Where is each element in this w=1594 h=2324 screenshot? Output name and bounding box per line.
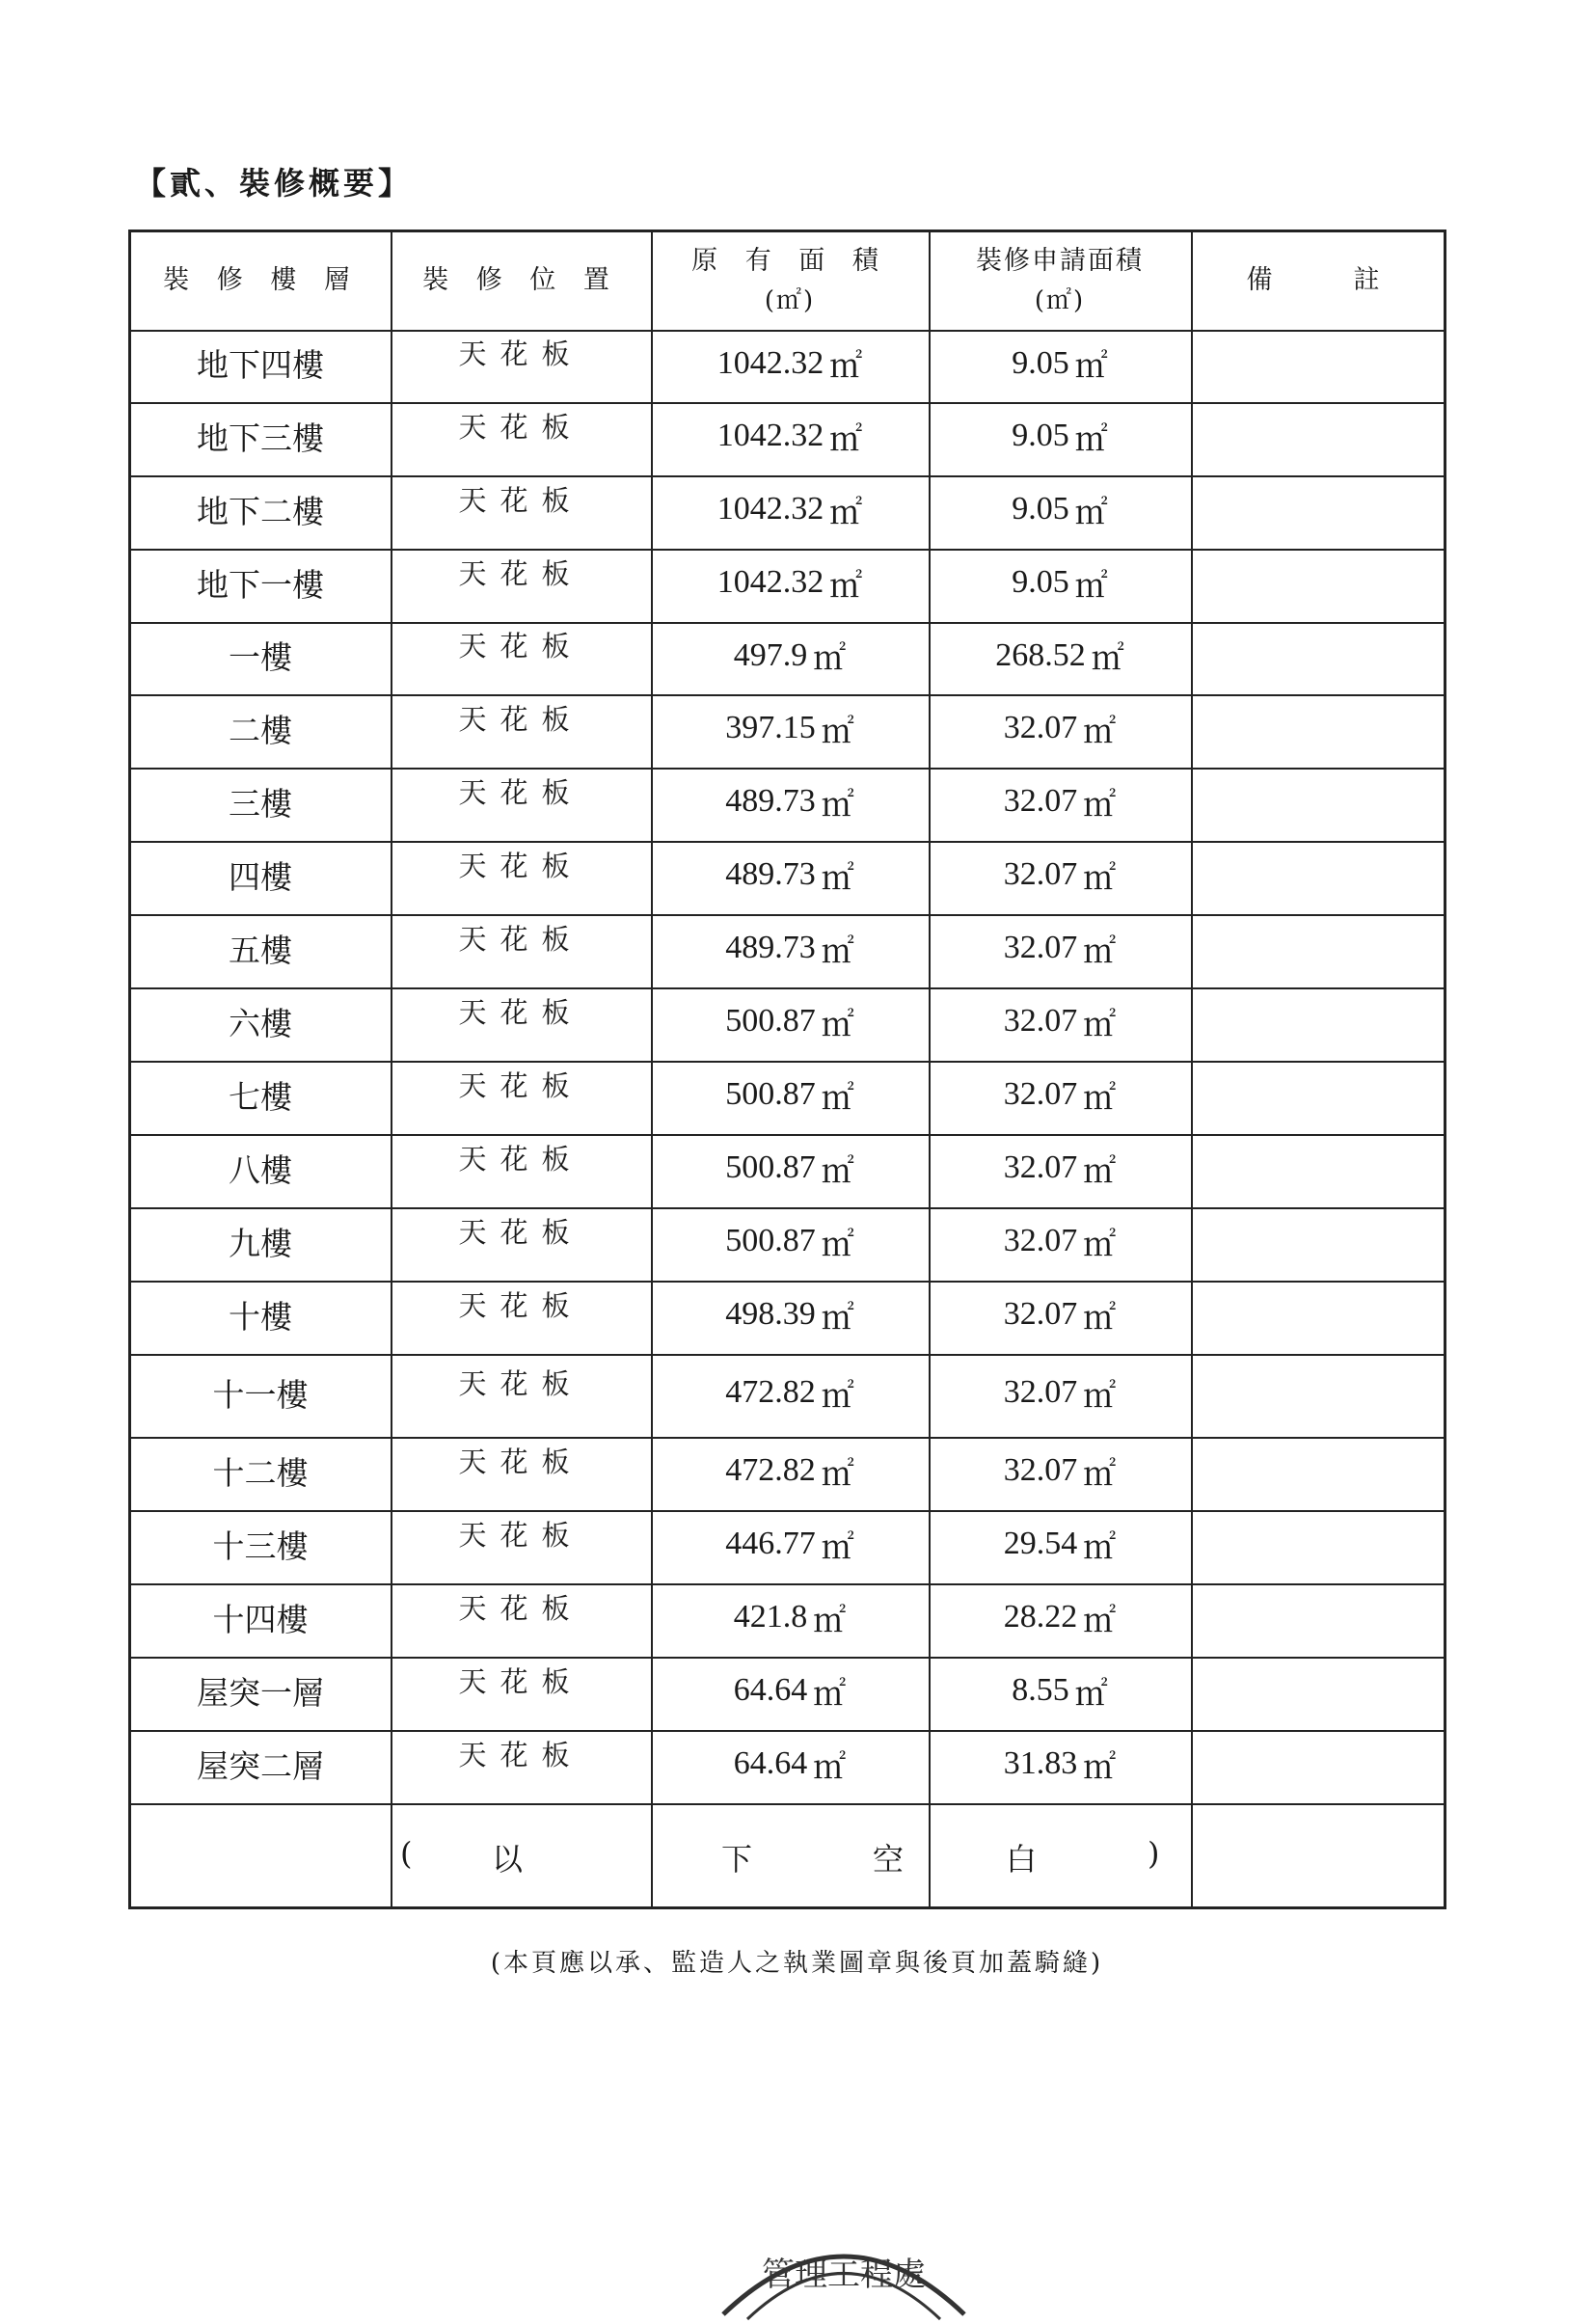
- seal-text: 管理工程處: [762, 2256, 926, 2294]
- location-cell: [391, 1659, 651, 1701]
- applied-area-value: 32.07: [1003, 1223, 1078, 1258]
- floor-cell: [130, 696, 391, 760]
- original-area-cell: [651, 477, 929, 541]
- area-unit: ㎡: [1074, 421, 1108, 458]
- remarks-cell: [1191, 1439, 1445, 1493]
- original-area-value: 498.39: [725, 1296, 816, 1332]
- location-cell: [391, 1136, 651, 1178]
- location-cell: [391, 404, 651, 446]
- floor-name: 八樓: [229, 1150, 292, 1189]
- location-name: 天花板: [458, 922, 583, 956]
- applied-area-value: 32.07: [1003, 856, 1078, 892]
- remarks-cell: [1191, 624, 1445, 677]
- location-name: 天花板: [458, 630, 583, 662]
- footer-note: (本頁應以承、監造人之執業圖章與後頁加蓋騎縫): [490, 1949, 1104, 1978]
- location-name: 天花板: [458, 995, 583, 1029]
- applied-area-cell: [929, 916, 1191, 980]
- remarks-cell: [1191, 404, 1445, 458]
- applied-area-cell: [929, 1512, 1191, 1576]
- remarks-cell: [1191, 477, 1445, 531]
- location-name: 天花板: [458, 775, 583, 809]
- floor-name: 十二樓: [212, 1453, 309, 1492]
- location-cell: [391, 1732, 651, 1774]
- floor-name: 七樓: [229, 1077, 292, 1116]
- original-area-value: 500.87: [725, 1003, 816, 1039]
- location-cell: [391, 770, 651, 812]
- original-area-value: 1042.32: [716, 564, 824, 600]
- original-area-value: 421.8: [733, 1599, 808, 1635]
- floor-cell: [130, 1356, 391, 1429]
- floor-name: 十樓: [229, 1297, 292, 1336]
- remarks-cell: [1191, 1209, 1445, 1263]
- original-area-cell: [651, 551, 929, 614]
- original-area-value: 497.9: [733, 636, 808, 673]
- applied-area-value: 32.07: [1003, 1003, 1078, 1039]
- applied-area-value: 32.07: [1003, 1076, 1078, 1112]
- area-unit: ㎡: [813, 1676, 847, 1713]
- area-unit: ㎡: [1083, 787, 1117, 824]
- location-cell: [391, 332, 651, 373]
- original-area-cell: [651, 404, 929, 468]
- floor-name: 五樓: [229, 931, 292, 969]
- location-cell: [391, 843, 651, 885]
- area-unit: ㎡: [821, 1080, 854, 1117]
- original-area-value: 489.73: [725, 856, 816, 892]
- floor-cell: [130, 989, 391, 1053]
- floor-name: 一樓: [229, 638, 292, 676]
- applied-area-value: 9.05: [1012, 491, 1069, 527]
- location-name: 天花板: [458, 1664, 583, 1698]
- floor-name: 十一樓: [212, 1375, 309, 1414]
- area-unit: ㎡: [1083, 933, 1117, 970]
- floor-name: 九樓: [229, 1224, 292, 1262]
- blank-char-2: 下: [721, 1841, 753, 1878]
- location-cell: [391, 1283, 651, 1325]
- header-remarks: [1191, 231, 1445, 330]
- remarks-cell: [1191, 1136, 1445, 1190]
- area-unit: ㎡: [813, 1603, 847, 1639]
- header-original-area-label: 原 有 面 積: [691, 245, 888, 276]
- applied-area-cell: [929, 1732, 1191, 1796]
- remarks-cell: [1191, 770, 1445, 824]
- original-area-cell: [651, 1512, 929, 1576]
- header-applied-area: [929, 231, 1191, 330]
- area-unit: ㎡: [813, 1749, 847, 1786]
- floor-name: 四樓: [229, 857, 292, 896]
- floor-name: 地下三樓: [197, 419, 324, 457]
- floor-cell: [130, 1585, 391, 1649]
- applied-area-cell: [929, 1136, 1191, 1200]
- location-name: 天花板: [458, 702, 583, 736]
- header-applied-area-unit: (㎡): [1034, 285, 1086, 315]
- applied-area-cell: [929, 1659, 1191, 1722]
- applied-area-value: 32.07: [1003, 1149, 1078, 1185]
- area-unit: ㎡: [821, 1456, 854, 1493]
- floor-cell: [130, 1136, 391, 1200]
- area-unit: ㎡: [821, 1529, 854, 1566]
- location-name: 天花板: [458, 1445, 583, 1478]
- area-unit: ㎡: [1074, 568, 1108, 605]
- applied-area-value: 9.05: [1012, 418, 1069, 453]
- location-name: 天花板: [458, 483, 583, 517]
- applied-area-cell: [929, 843, 1191, 906]
- location-cell: [391, 696, 651, 739]
- original-area-cell: [651, 1439, 929, 1502]
- applied-area-cell: [929, 477, 1191, 541]
- remarks-cell: [1191, 1356, 1445, 1419]
- original-area-value: 64.64: [733, 1672, 808, 1708]
- original-area-cell: [651, 770, 929, 833]
- area-unit: ㎡: [829, 421, 863, 458]
- applied-area-value: 8.55: [1012, 1672, 1069, 1708]
- floor-cell: [130, 624, 391, 687]
- original-area-value: 397.15: [725, 710, 816, 745]
- location-name: 天花板: [458, 1738, 583, 1771]
- floor-cell: [130, 551, 391, 614]
- location-name: 天花板: [458, 1142, 583, 1176]
- area-unit: ㎡: [1074, 1676, 1108, 1713]
- area-unit: ㎡: [1083, 1227, 1117, 1263]
- original-area-cell: [651, 989, 929, 1053]
- area-unit: ㎡: [1083, 1153, 1117, 1190]
- location-cell: [391, 1439, 651, 1481]
- blank-char-4: 白: [1006, 1841, 1038, 1878]
- location-cell: [391, 477, 651, 520]
- header-original-area: [651, 231, 929, 330]
- applied-area-cell: [929, 696, 1191, 760]
- floor-cell: [130, 1439, 391, 1502]
- floor-cell: [130, 1283, 391, 1346]
- location-cell: [391, 1585, 651, 1628]
- row-divider: [128, 1803, 1446, 1805]
- original-area-cell: [651, 624, 929, 687]
- original-area-value: 1042.32: [716, 491, 824, 527]
- applied-area-value: 28.22: [1003, 1599, 1078, 1635]
- area-unit: ㎡: [821, 860, 854, 897]
- location-name: 天花板: [458, 1591, 583, 1625]
- location-cell: [391, 916, 651, 959]
- original-area-cell: [651, 1732, 929, 1796]
- area-unit: ㎡: [1083, 1080, 1117, 1117]
- area-unit: ㎡: [1083, 1603, 1117, 1639]
- area-unit: ㎡: [829, 349, 863, 385]
- area-unit: ㎡: [1083, 714, 1117, 750]
- original-area-value: 489.73: [725, 783, 816, 819]
- area-unit: ㎡: [821, 714, 854, 750]
- floor-name: 六樓: [229, 1004, 292, 1042]
- floor-name: 地下一樓: [197, 565, 324, 604]
- original-area-cell: [651, 1063, 929, 1126]
- remarks-cell: [1191, 551, 1445, 605]
- floor-cell: [130, 1732, 391, 1796]
- area-unit: ㎡: [829, 495, 863, 531]
- area-unit: ㎡: [821, 787, 854, 824]
- location-name: 天花板: [458, 849, 583, 882]
- location-name: 天花板: [458, 338, 583, 370]
- original-area-value: 489.73: [725, 930, 816, 965]
- applied-area-cell: [929, 1063, 1191, 1126]
- applied-area-value: 31.83: [1003, 1745, 1078, 1781]
- location-cell: [391, 1063, 651, 1105]
- location-name: 天花板: [458, 1215, 583, 1249]
- original-area-cell: [651, 696, 929, 760]
- original-area-value: 500.87: [725, 1223, 816, 1258]
- location-cell: [391, 1356, 651, 1408]
- original-area-value: 446.77: [725, 1526, 816, 1561]
- original-area-cell: [651, 1356, 929, 1429]
- applied-area-value: 32.07: [1003, 783, 1078, 819]
- area-unit: ㎡: [1083, 1456, 1117, 1493]
- area-unit: ㎡: [821, 1007, 854, 1043]
- applied-area-value: 9.05: [1012, 564, 1069, 600]
- original-area-cell: [651, 843, 929, 906]
- area-unit: ㎡: [821, 933, 854, 970]
- header-applied-area-label: 裝修申請面積: [976, 245, 1144, 276]
- location-name: 天花板: [458, 556, 583, 590]
- remarks-cell: [1191, 1585, 1445, 1639]
- floor-cell: [130, 332, 391, 394]
- applied-area-value: 29.54: [1003, 1526, 1078, 1561]
- floor-name: 十三樓: [212, 1527, 309, 1565]
- remarks-cell: [1191, 1063, 1445, 1117]
- location-name: 天花板: [458, 1518, 583, 1552]
- floor-name: 屋突二層: [197, 1746, 324, 1785]
- floor-cell: [130, 1063, 391, 1126]
- area-unit: ㎡: [829, 568, 863, 605]
- area-unit: ㎡: [1083, 1007, 1117, 1043]
- area-unit: ㎡: [1083, 1529, 1117, 1566]
- location-cell: [391, 1209, 651, 1252]
- original-area-cell: [651, 1209, 929, 1273]
- remarks-cell: [1191, 989, 1445, 1043]
- area-unit: ㎡: [821, 1378, 854, 1415]
- applied-area-cell: [929, 624, 1191, 687]
- floor-cell: [130, 404, 391, 468]
- applied-area-value: 32.07: [1003, 1452, 1078, 1488]
- header-floor-label: 裝 修 樓 層: [163, 265, 360, 296]
- official-seal: [714, 2208, 974, 2324]
- applied-area-cell: [929, 1439, 1191, 1502]
- applied-area-value: 32.07: [1003, 710, 1078, 745]
- blank-char-3: 空: [873, 1841, 905, 1878]
- applied-area-cell: [929, 404, 1191, 468]
- applied-area-value: 32.07: [1003, 930, 1078, 965]
- area-unit: ㎡: [821, 1153, 854, 1190]
- applied-area-cell: [929, 1209, 1191, 1273]
- header-original-area-unit: (㎡): [764, 285, 816, 315]
- area-unit: ㎡: [1083, 1300, 1117, 1337]
- location-name: 天花板: [458, 1366, 583, 1400]
- remarks-cell: [1191, 332, 1445, 385]
- area-unit: ㎡: [821, 1300, 854, 1337]
- header-remarks-label: 備 註: [1246, 265, 1390, 296]
- floor-cell: [130, 1209, 391, 1273]
- location-name: 天花板: [458, 410, 583, 444]
- original-area-value: 1042.32: [716, 418, 824, 453]
- applied-area-cell: [929, 1283, 1191, 1346]
- original-area-cell: [651, 1136, 929, 1200]
- location-cell: [391, 551, 651, 593]
- blank-close-paren: ): [1148, 1835, 1160, 1872]
- remarks-cell: [1191, 1512, 1445, 1566]
- original-area-cell: [651, 1585, 929, 1649]
- floor-name: 十四樓: [212, 1600, 309, 1638]
- applied-area-cell: [929, 989, 1191, 1053]
- location-name: 天花板: [458, 1068, 583, 1102]
- original-area-value: 472.82: [725, 1374, 816, 1410]
- area-unit: ㎡: [1074, 495, 1108, 531]
- remarks-cell: [1191, 916, 1445, 970]
- location-name: 天花板: [458, 1288, 583, 1322]
- original-area-cell: [651, 332, 929, 394]
- floor-cell: [130, 770, 391, 833]
- floor-cell: [130, 1659, 391, 1722]
- original-area-value: 500.87: [725, 1149, 816, 1185]
- area-unit: ㎡: [1083, 860, 1117, 897]
- original-area-value: 500.87: [725, 1076, 816, 1112]
- applied-area-value: 9.05: [1012, 344, 1069, 381]
- section-title: 【貳、裝修概要】: [135, 165, 414, 202]
- original-area-value: 1042.32: [716, 344, 824, 381]
- original-area-cell: [651, 1283, 929, 1346]
- floor-name: 屋突一層: [197, 1673, 324, 1712]
- location-cell: [391, 1512, 651, 1554]
- floor-name: 地下四樓: [197, 346, 324, 384]
- location-cell: [391, 624, 651, 665]
- floor-cell: [130, 843, 391, 906]
- applied-area-cell: [929, 332, 1191, 394]
- floor-name: 二樓: [229, 711, 292, 749]
- area-unit: ㎡: [1091, 641, 1124, 677]
- header-floor: [130, 231, 392, 330]
- remarks-cell: [1191, 696, 1445, 750]
- remarks-cell: [1191, 1732, 1445, 1786]
- applied-area-cell: [929, 1585, 1191, 1649]
- applied-area-value: 32.07: [1003, 1296, 1078, 1332]
- blank-open-paren: (: [400, 1835, 413, 1872]
- floor-cell: [130, 1512, 391, 1576]
- area-unit: ㎡: [1083, 1378, 1117, 1415]
- remarks-cell: [1191, 1283, 1445, 1337]
- floor-name: 地下二樓: [197, 492, 324, 530]
- header-location: [391, 231, 651, 330]
- applied-area-cell: [929, 770, 1191, 833]
- remarks-cell: [1191, 843, 1445, 897]
- original-area-value: 64.64: [733, 1745, 808, 1781]
- area-unit: ㎡: [1083, 1749, 1117, 1786]
- area-unit: ㎡: [821, 1227, 854, 1263]
- applied-area-value: 32.07: [1003, 1374, 1078, 1410]
- original-area-cell: [651, 916, 929, 980]
- blank-char-1: 以: [492, 1841, 524, 1878]
- original-area-value: 472.82: [725, 1452, 816, 1488]
- applied-area-cell: [929, 1356, 1191, 1429]
- location-cell: [391, 989, 651, 1032]
- applied-area-value: 268.52: [995, 636, 1086, 673]
- area-unit: ㎡: [813, 641, 847, 677]
- floor-cell: [130, 477, 391, 541]
- area-unit: ㎡: [1074, 349, 1108, 385]
- floor-name: 三樓: [229, 784, 292, 823]
- remarks-cell: [1191, 1659, 1445, 1713]
- header-location-label: 裝 修 位 置: [422, 265, 619, 296]
- original-area-cell: [651, 1659, 929, 1722]
- floor-cell: [130, 916, 391, 980]
- applied-area-cell: [929, 551, 1191, 614]
